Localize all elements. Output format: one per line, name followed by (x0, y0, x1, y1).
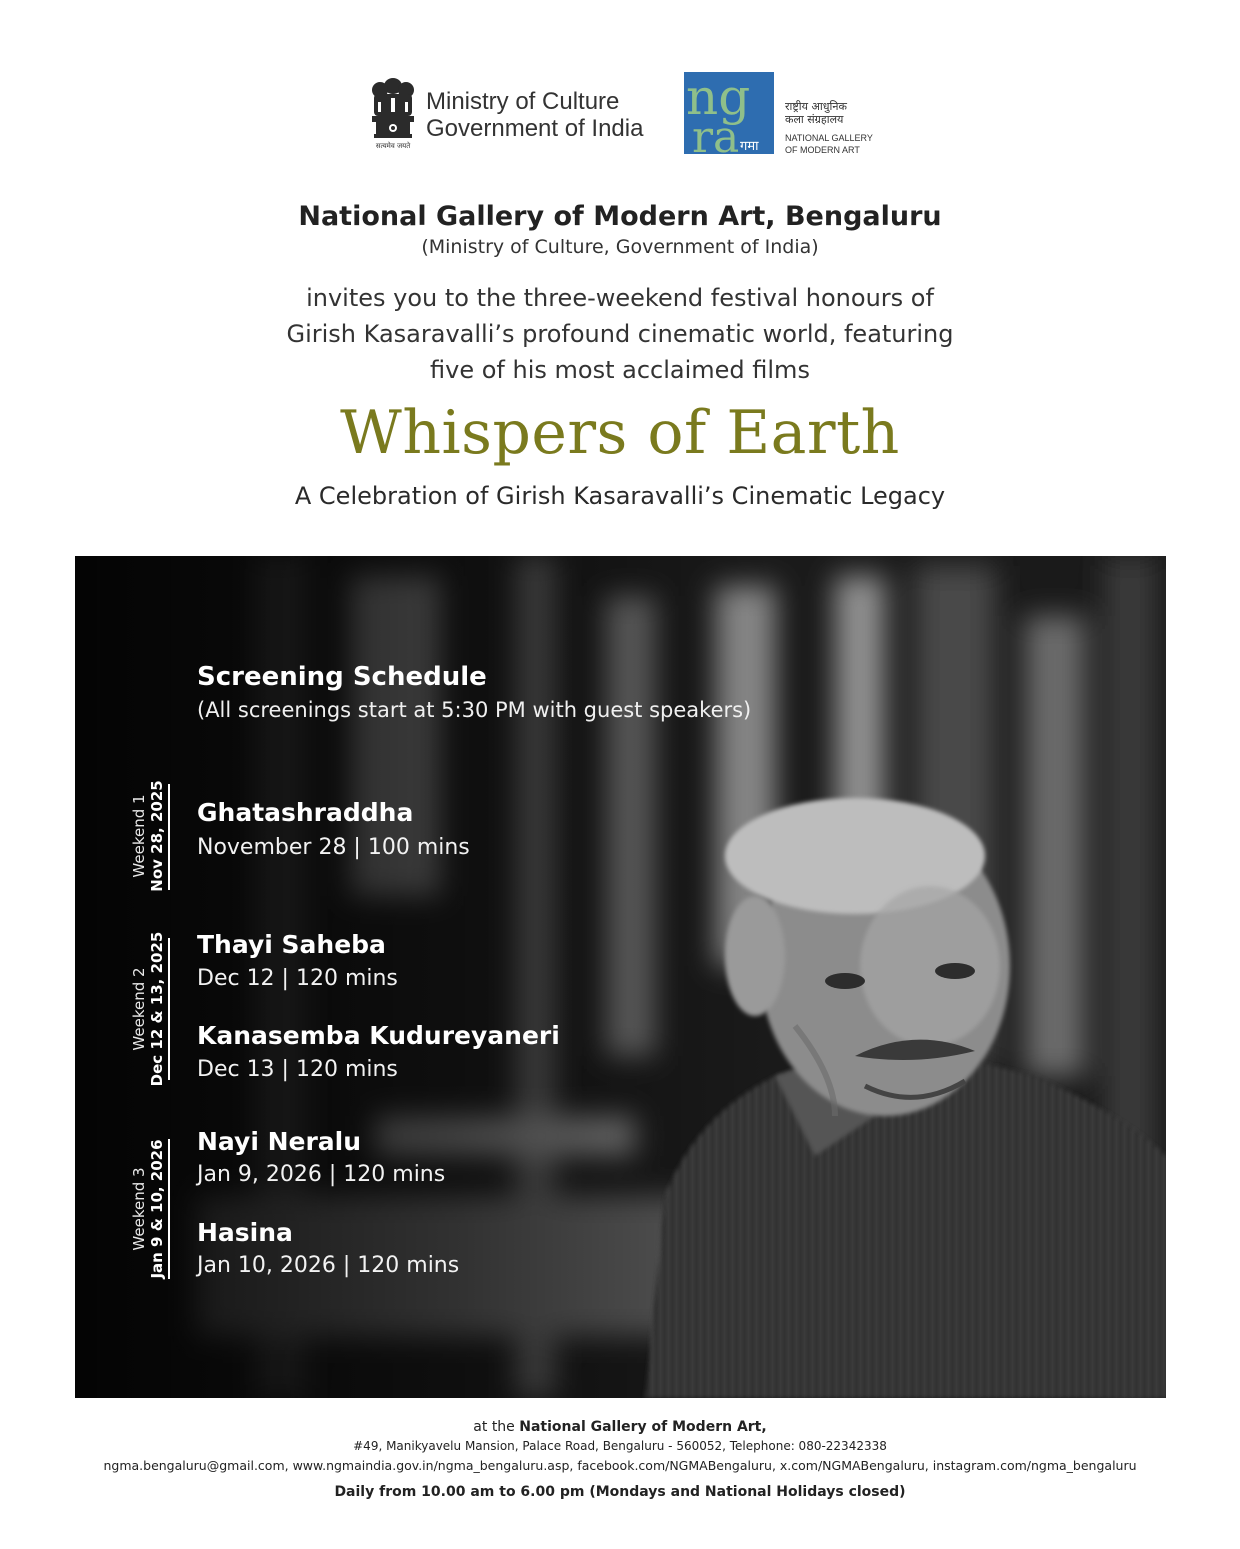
weekend-3-dates: Jan 9 & 10, 2026 (148, 1139, 166, 1279)
film-1-info: November 28 | 100 mins (197, 835, 470, 860)
weekend-1-label (125, 782, 171, 890)
film-4-title: Nayi Neralu (197, 1127, 362, 1156)
festival-subtitle: A Celebration of Girish Kasaravalli’s Cinematic Legacy (294, 482, 946, 510)
film-5-title: Hasina (197, 1218, 293, 1247)
weekend-2-label (125, 931, 171, 1087)
ngma-hindi-line2: कला संग्रहालय (785, 113, 844, 126)
ngma-hindi-line1: राष्ट्रीय आधुनिक (785, 100, 847, 113)
film-4-info: Jan 9, 2026 | 120 mins (197, 1162, 446, 1187)
ngma-en-line2: OF MODERN ART (785, 145, 860, 155)
schedule-panel (75, 556, 1166, 1398)
opening-hours: Daily from 10.00 am to 6.00 pm (Mondays and National Holidays closed) (334, 1484, 906, 1500)
org-title: National Gallery of Modern Art, Bengaluru (298, 201, 942, 232)
weekend-1-dates: Nov 28, 2025 (148, 780, 166, 892)
emblem-caption: सत्यमेव जयते (375, 142, 411, 150)
invite-line2: Girish Kasaravalli’s profound cinematic world, featuring (286, 320, 954, 348)
film-2-info: Dec 12 | 120 mins (197, 966, 398, 991)
weekend-1-divider (168, 784, 170, 890)
org-subtitle: (Ministry of Culture, Government of India) (421, 236, 819, 258)
ngma-mark-hindi: गमा (740, 139, 759, 154)
ngma-wordmark (785, 100, 873, 156)
schedule-content (75, 556, 1166, 1398)
ministry-wordmark (426, 88, 643, 142)
ministry-line1: Ministry of Culture (426, 88, 620, 115)
weekend-2-divider (168, 938, 170, 1080)
logo-bar (0, 72, 1240, 162)
venue-name: National Gallery of Modern Art, (519, 1419, 767, 1435)
invitation-text (0, 280, 1240, 388)
ngma-mark-bottom: ra (692, 112, 740, 154)
festival-title: Whispers of Earth (340, 398, 900, 468)
ministry-line2: Government of India (426, 115, 644, 142)
weekend-3-divider (168, 1139, 170, 1279)
weekend-2-dates: Dec 12 & 13, 2025 (148, 931, 166, 1087)
weekend-3-name: Weekend 3 (130, 1167, 148, 1251)
ngma-mark-top: ng (686, 72, 751, 126)
ngma-logo (684, 72, 774, 154)
schedule-title: Screening Schedule (197, 662, 487, 692)
invite-line1: invites you to the three-weekend festival honours of (306, 284, 934, 312)
film-5-info: Jan 10, 2026 | 120 mins (197, 1253, 460, 1278)
film-3-info: Dec 13 | 120 mins (197, 1057, 398, 1082)
film-1-title: Ghatashraddha (197, 798, 414, 827)
weekend-1-name: Weekend 1 (130, 794, 148, 878)
invite-line3: five of his most acclaimed films (430, 356, 810, 384)
venue-line (0, 1419, 1240, 1435)
venue-address: #49, Manikyavelu Mansion, Palace Road, Bengaluru - 560052, Telephone: 080-22342338 (353, 1439, 887, 1453)
weekend-3-label (125, 1139, 171, 1279)
contact-links: ngma.bengaluru@gmail.com, www.ngmaindia.gov.in/ngma_bengaluru.asp, facebook.com/NGMABengaluru, x.com/NGMABengaluru, instagram.com/ngma_bengaluru (103, 1458, 1137, 1473)
weekend-2-name: Weekend 2 (130, 967, 148, 1051)
ngma-en-line1: NATIONAL GALLERY (785, 133, 873, 143)
film-3-title: Kanasemba Kudureyaneri (197, 1021, 560, 1050)
venue-prefix: at the (473, 1419, 515, 1435)
film-2-title: Thayi Saheba (197, 930, 386, 959)
schedule-note: (All screenings start at 5:30 PM with guest speakers) (197, 698, 752, 722)
